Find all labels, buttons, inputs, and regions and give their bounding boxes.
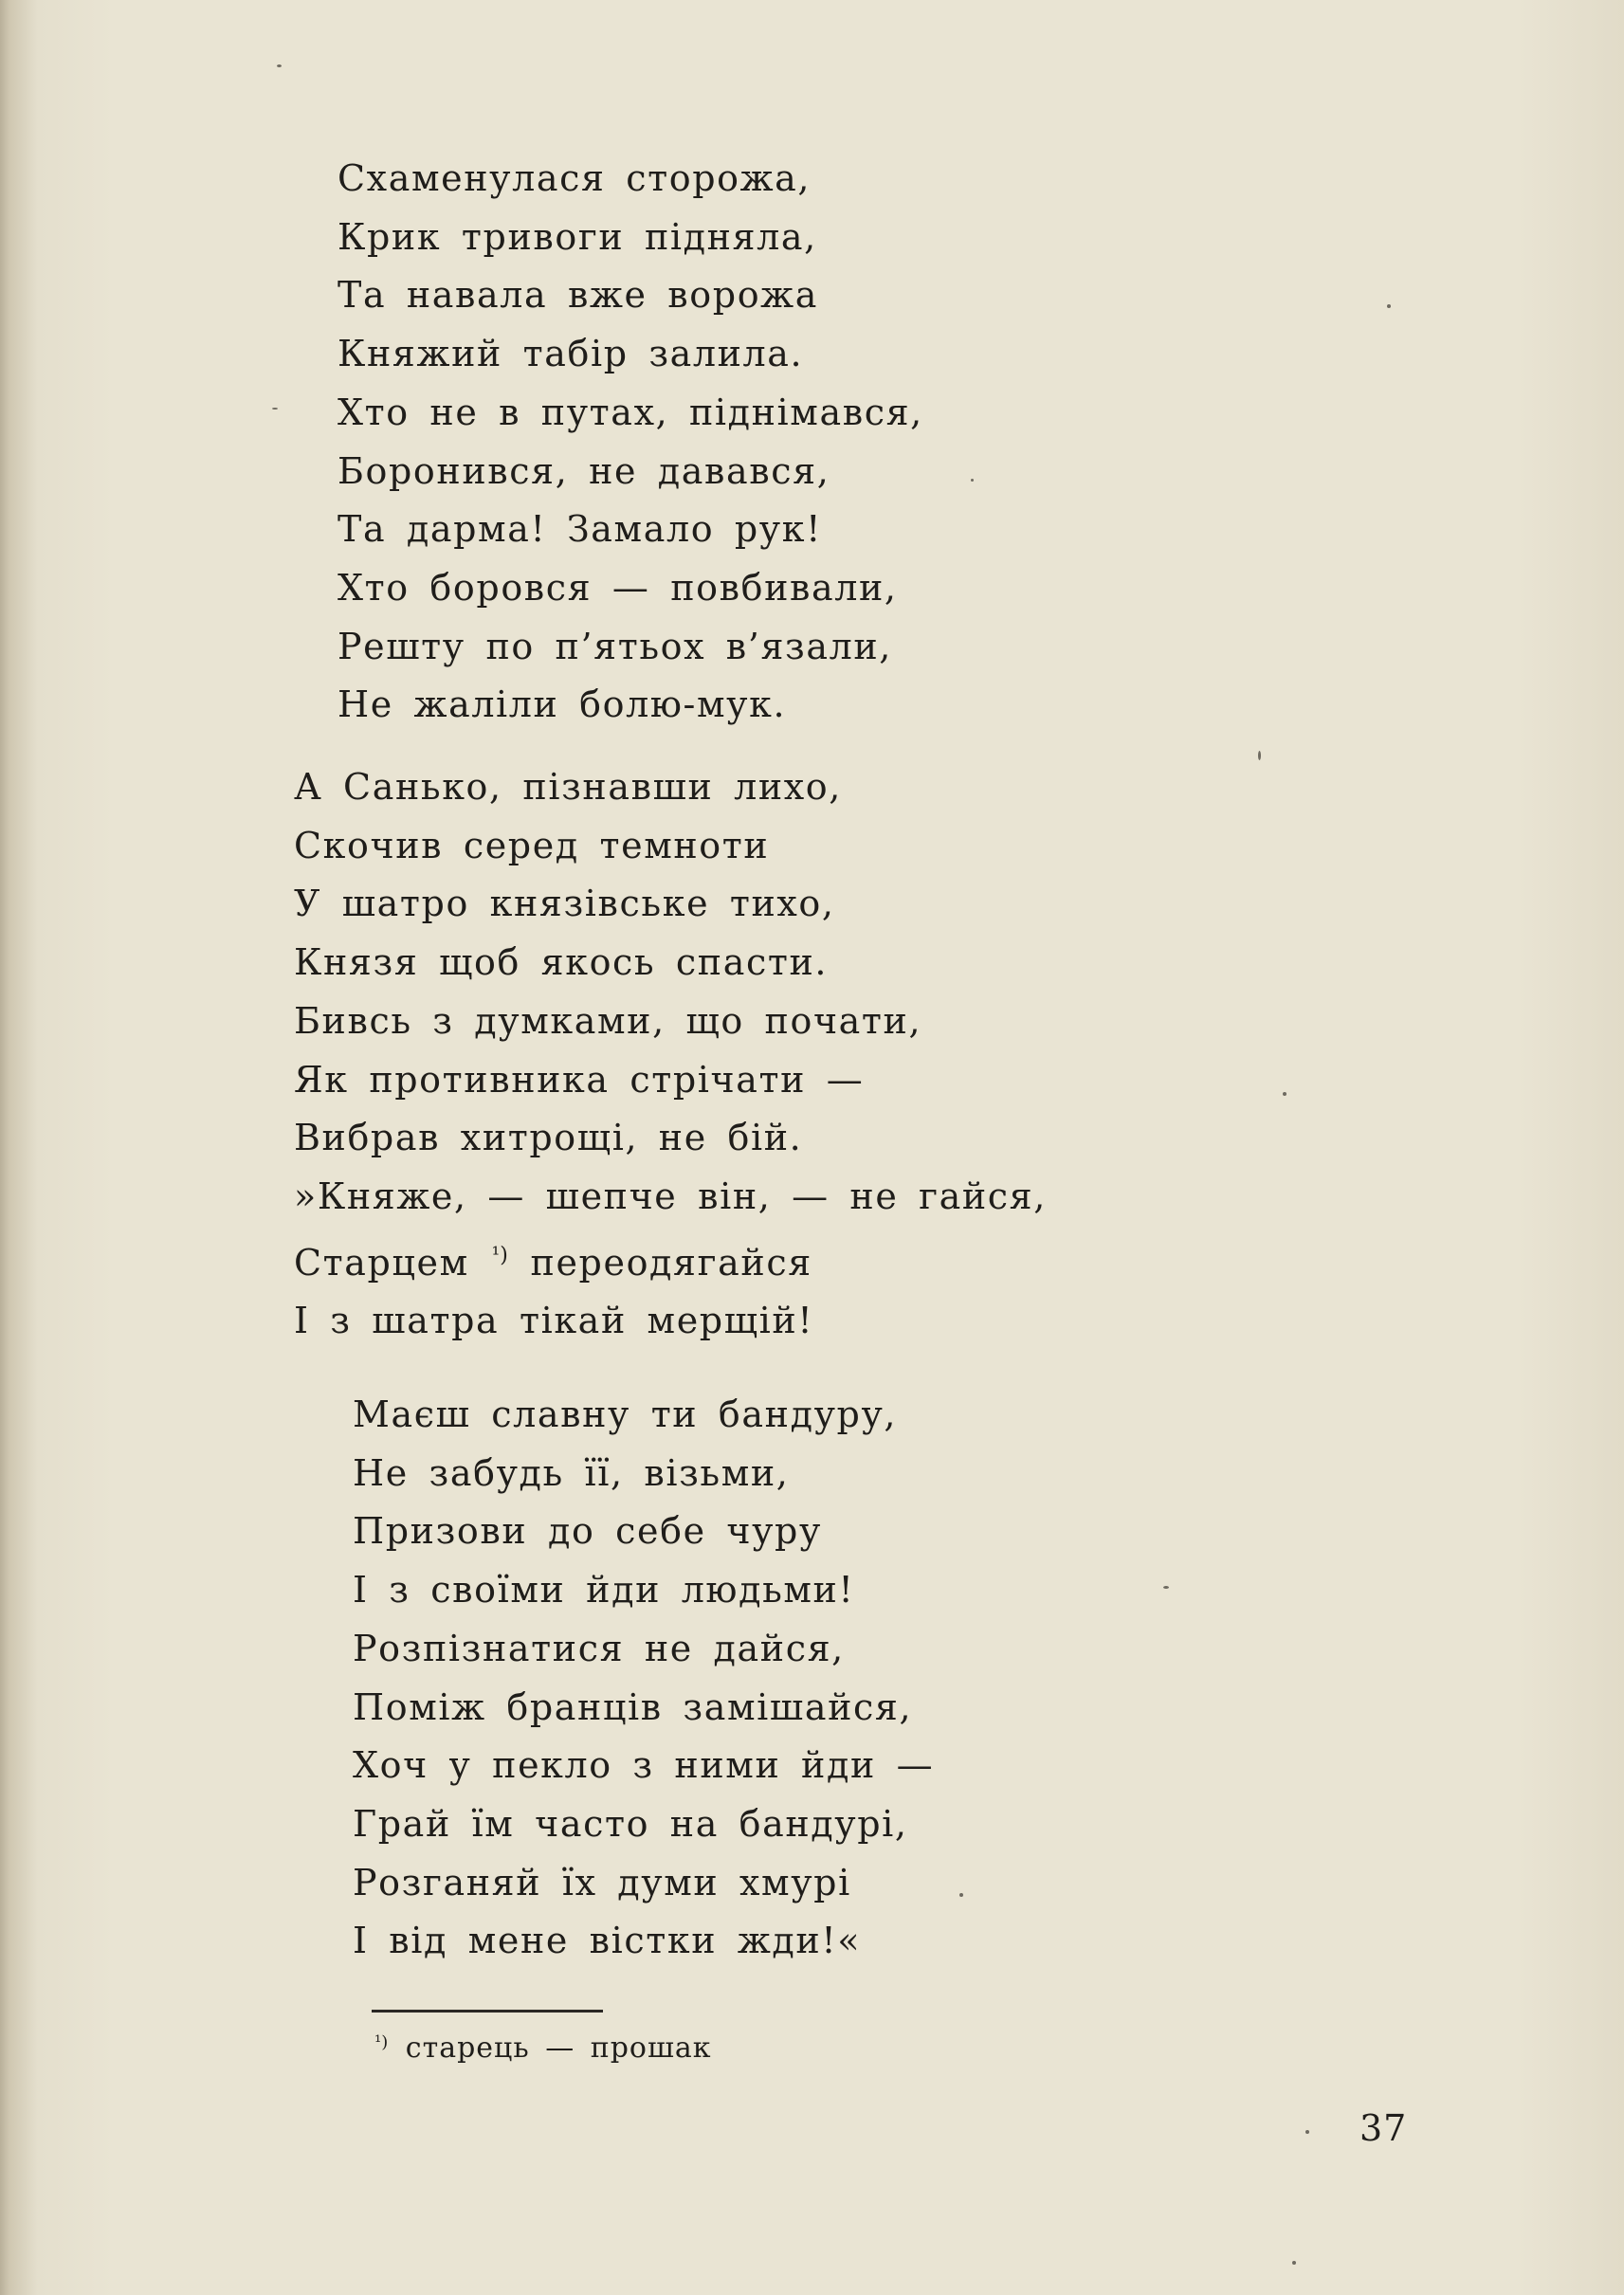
footnote-reference: ¹) (491, 1243, 508, 1267)
footnote (373, 2024, 712, 2067)
verse-line: Розпізнатися не дайся, (353, 1627, 845, 1669)
verse-line: Решту по п’ятьох в’язали, (338, 625, 892, 667)
verse-line: І від мене вістки жди!« (353, 1920, 862, 1962)
verse-line: »Княже, — шепче він, — не гайся, (294, 1175, 1047, 1217)
verse-line: Та дарма! Замало рук! (338, 508, 822, 551)
verse-line-with-footnote (294, 1227, 1047, 1293)
verse-line: Поміж бранців замішайся, (353, 1685, 913, 1728)
verse-line: Не забудь її, візьми, (353, 1451, 790, 1494)
verse-fragment: Старцем (294, 1241, 469, 1284)
verse-line: Князя щоб якось спасти. (294, 941, 829, 984)
footnote-divider (372, 2010, 603, 2013)
verse-line: Не жаліли болю-мук. (338, 683, 787, 726)
page-number: 37 (1359, 2107, 1408, 2149)
stanza-2 (294, 758, 1047, 1351)
verse-line: Призови до себе чуру (353, 1510, 822, 1553)
paper-speck (1163, 1586, 1169, 1589)
verse-line: Розганяй їх думи хмурі (353, 1861, 851, 1903)
verse-line: Крик тривоги підняла, (338, 215, 817, 258)
paper-speck (277, 64, 282, 67)
paper-speck (959, 1893, 963, 1897)
paper-speck (1305, 2130, 1309, 2134)
footnote-marker: ¹) (374, 2032, 389, 2052)
stanza-1 (338, 150, 923, 735)
paper-speck (1387, 304, 1391, 308)
verse-line: Вибрав хитрощі, не бій. (294, 1117, 803, 1159)
verse-line: Схаменулася сторожа, (338, 157, 812, 199)
verse-line: Та навала вже ворожа (338, 274, 818, 317)
verse-line: Грай їм часто на бандурі, (353, 1802, 908, 1845)
paper-speck (971, 479, 974, 482)
verse-fragment: переодягайся (530, 1241, 812, 1284)
stanza-3 (353, 1386, 934, 1971)
verse-line: Хто не в путах, піднімався, (338, 391, 923, 433)
verse-line: У шатро князівське тихо, (294, 883, 835, 925)
verse-line: Скочив серед темноти (294, 824, 770, 866)
paper-speck (1258, 751, 1261, 760)
verse-line: І з своїми йди людьми! (353, 1569, 855, 1612)
verse-line: Як противника стрічати — (294, 1058, 865, 1101)
verse-line: Княжий табір залила. (338, 333, 804, 375)
footnote-text: старець — прошак (405, 2031, 712, 2065)
verse-line: Боронився, не давався, (338, 449, 830, 492)
verse-line: І з шатра тікай мерщій! (294, 1300, 814, 1342)
verse-line: Хоч у пекло з ними йди — (353, 1744, 935, 1787)
paper-speck (1292, 2261, 1296, 2265)
verse-line: Маєш славну ти бандуру, (353, 1393, 898, 1435)
paper-speck (1283, 1092, 1286, 1096)
verse-line: А Санько, пізнавши лихо, (294, 766, 842, 808)
verse-line: Бивсь з думками, що почати, (294, 999, 922, 1042)
paper-speck (272, 408, 278, 410)
verse-line: Хто боровся — повбивали, (338, 566, 898, 609)
